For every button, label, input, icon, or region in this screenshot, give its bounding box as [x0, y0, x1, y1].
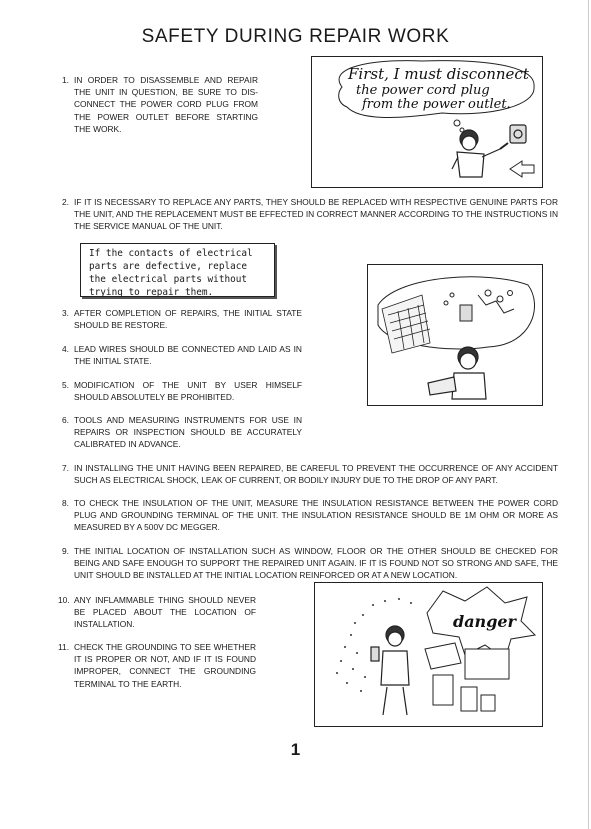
repairman-reading — [428, 347, 486, 399]
list-item-10 — [58, 594, 256, 631]
bubble-line-1: First, I must disconnect — [348, 65, 529, 83]
danger-label: danger — [453, 612, 516, 631]
list-item-7 — [62, 462, 558, 486]
item-number: 4. — [62, 344, 69, 354]
item-text: ANY INFLAMMABLE THING SHOULD NEVER BE PLACED ABOUT THE LOCATION OF INSTALLATION. — [74, 595, 256, 630]
page-title: SAFETY DURING REPAIR WORK — [141, 26, 450, 47]
wall-outlet — [500, 125, 526, 149]
item-number: 8. — [62, 498, 69, 508]
list-item-8 — [62, 497, 558, 534]
item-number: 1. — [62, 75, 69, 85]
item-text: IF IT IS NECESSARY TO REPLACE ANY PARTS, THEY SHOULD BE REPLACED WITH RESPECTIVE GENUINE PARTS FOR THE UNIT, AND THE REPLACEMENT MUST BE EFFECTED IN CORRECT MANNER ACCORDING TO THE INSTRUCTIONS IN THE SERVICE MANUAL OF THE UNIT. — [74, 197, 558, 232]
item-number: 6. — [62, 415, 69, 425]
note-box — [80, 243, 275, 297]
illustration-danger-spray — [314, 582, 543, 727]
item-text: IN ORDER TO DISASSEMBLE AND REPAIR THE UNIT IN QUESTION, BE SURE TO DIS-CONNECT THE POWER CORD PLUG FROM THE POWER OUTLET BEFORE STARTING THE WORK. — [74, 75, 258, 134]
bubble-line-2: the power cord plug — [356, 83, 490, 98]
note-line: the electrical parts without — [89, 274, 248, 285]
item-text: TOOLS AND MEASURING INSTRUMENTS FOR USE IN REPAIRS OR INSPECTION SHOULD BE ACCURATELY CALIBRATED IN ADVANCE. — [74, 415, 302, 450]
note-line: trying to repair them. — [89, 287, 214, 298]
list-item-3 — [62, 307, 302, 331]
item-text: MODIFICATION OF THE UNIT BY USER HIMSELF SHOULD ABSOLUTELY BE PROHIBITED. — [74, 380, 302, 403]
list-item-2 — [62, 196, 558, 233]
illustration-danger-svg — [315, 583, 542, 726]
list-item-11 — [58, 641, 256, 690]
person-with-spray — [371, 626, 409, 715]
illustration-manual-reading — [367, 264, 543, 406]
list-item-5 — [62, 379, 302, 403]
list-item-1 — [62, 74, 258, 135]
note-line: parts are defective, replace — [89, 261, 248, 272]
repairman-figure — [452, 130, 500, 177]
list-item-9 — [62, 545, 558, 582]
item-text: AFTER COMPLETION OF REPAIRS, THE INITIAL STATE SHOULD BE RESTORE. — [74, 308, 302, 331]
illustration-manual-svg — [368, 265, 542, 405]
note-line: If the contacts of electrical — [89, 248, 253, 259]
page-edge-line — [588, 0, 589, 829]
item-number: 3. — [62, 308, 69, 318]
illustration-disconnect-svg — [312, 57, 542, 187]
arrow-icon — [510, 161, 534, 177]
item-number: 11. — [58, 642, 70, 652]
item-number: 5. — [62, 380, 69, 390]
item-text: THE INITIAL LOCATION OF INSTALLATION SUCH AS WINDOW, FLOOR OR THE OTHER SHOULD BE CHECKED FOR BEING AND SAFE ENOUGH TO SUPPORT THE REPAIRED UNIT AGAIN. IF IT IS FOUND NOT SO STRONG AND SAFE, THE UNIT SHOULD BE INSTALLED AT THE INITIAL LOCATION REINFORCED OR AT A NEW LOCATION. — [74, 546, 558, 581]
fire-hazard-items — [425, 643, 509, 711]
item-number: 2. — [62, 197, 69, 207]
item-number: 9. — [62, 546, 69, 556]
item-number: 7. — [62, 463, 69, 473]
item-text: TO CHECK THE INSULATION OF THE UNIT, MEASURE THE INSULATION RESISTANCE BETWEEN THE POWER CORD PLUG AND GROUNDING TERMINAL OF THE UNIT. THE INSULATION RESISTANCE SHOULD BE 1M OHM OR MORE AS MEASURED BY A 500V DC MEGGER. — [74, 498, 558, 533]
illustration-disconnect-plug — [311, 56, 543, 188]
item-text: CHECK THE GROUNDING TO SEE WHETHER IT IS PROPER OR NOT, AND IF IT IS FOUND IMPROPER, CONNECT THE GROUNDING TERMINAL TO THE EARTH. — [74, 642, 256, 689]
item-number: 10. — [58, 595, 70, 605]
bubble-line-3: from the power outlet. — [362, 97, 511, 112]
item-text: LEAD WIRES SHOULD BE CONNECTED AND LAID AS IN THE INITIAL STATE. — [74, 344, 302, 367]
list-item-4 — [62, 343, 302, 367]
page-number: 1 — [290, 740, 301, 759]
item-text: IN INSTALLING THE UNIT HAVING BEEN REPAIRED, BE CAREFUL TO PREVENT THE OCCURRENCE OF ANY ACCIDENT SUCH AS ELECTRICAL SHOCK, LEAK OF CURRENT, OR BODILY INJURY DUE TO THE DROP OF ANY PART. — [74, 463, 558, 486]
list-item-6 — [62, 414, 302, 451]
